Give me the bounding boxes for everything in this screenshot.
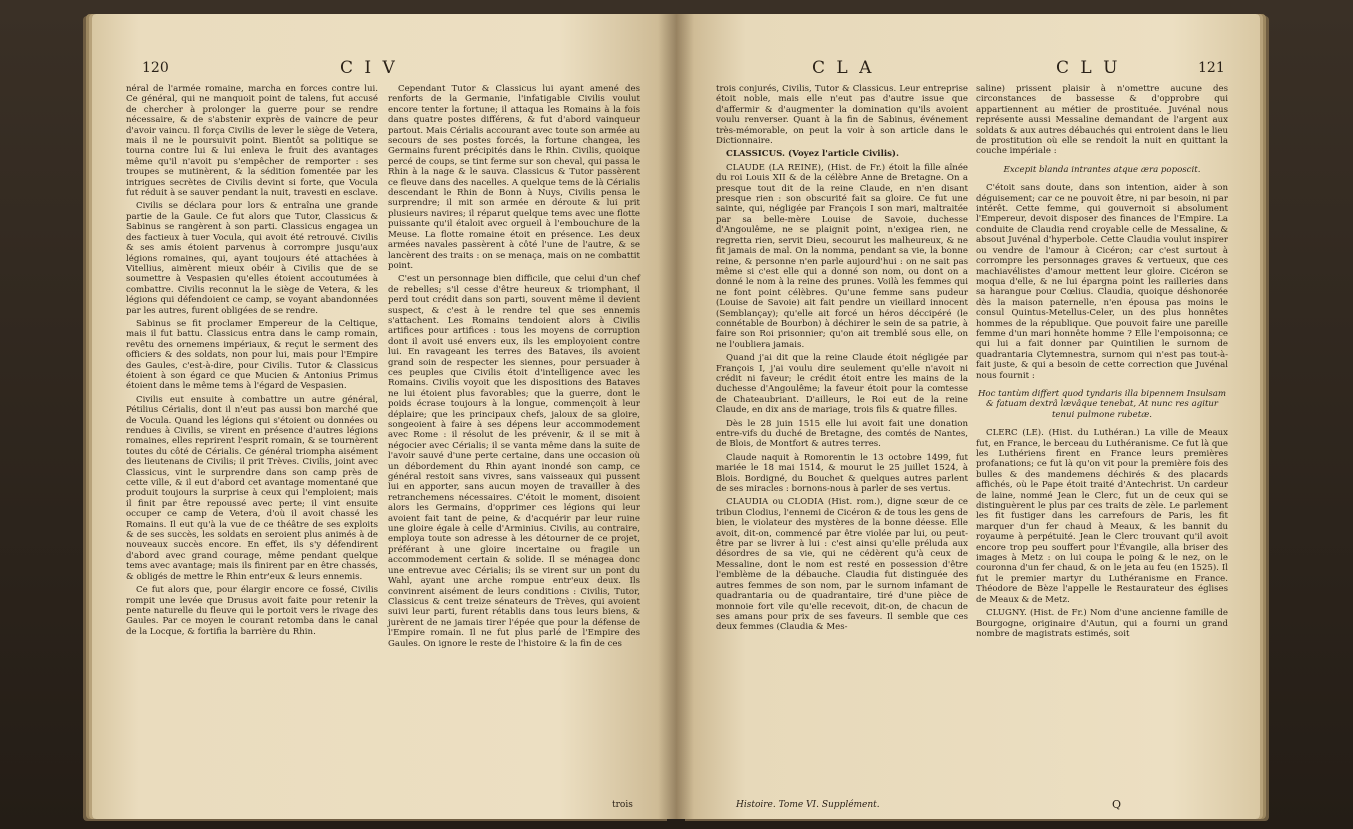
latin-verse: Hoc tantùm differt quod tyndaris illa bipennem Insulsam & fatuam dextrâ lævâque tenebat, At nunc res agitur tenui pulmone rubetæ. <box>977 388 1227 420</box>
paragraph: C'étoit sans doute, dans son intention, aider à son déguisement; car ce ne pouvoit être, ni par besoin, ni par intérêt. Cette femme, qui gouvernoit si absolument l'Empereur, devoit disposer des finances de l'Empire. La conduite de Claudia rend croyable celle de Messaline, & absout Juvénal d'hyperbole. Cette Claudia voulut inspirer ou vendre de l'amour à Cicéron; car c'est surtout à corrompre les personnages graves & vertueux, que ces machiavélistes d'amour mettent leur gloire. Cicéron se moqua d'elle, & ne lui épargna point les railleries dans sa harangue pour Cœlius. Claudia, quoique déshonorée dès la maison paternelle, n'en épousa pas moins le consul Quintus-Metellus-Celer, un des plus honnêtes hommes de la république. Que pouvoit faire une pareille femme d'un mari honnête homme ? Elle l'empoisonna; ce qui lui a fait donner par Quintilien le surnom de quadrantaria Clytemnestra, surnom qui n'est pas tout-à-fait juste, & qui a besoin de cette correction que Juvénal nous fournit : <box>976 183 1228 381</box>
page-number-right: 121 <box>1198 60 1225 76</box>
right-page-column-1 <box>716 84 968 636</box>
paragraph: Claude naquit à Romorentin le 13 octobre 1499, fut mariée le 18 mai 1514, & mourut le 25 juillet 1524, à Blois. Bordigné, du Bouchet & quelques autres parlent de ses miracles : bornons-nous à parler de ses vertus. <box>716 452 968 495</box>
running-head-left: C I V <box>340 58 398 78</box>
paragraph: Civilis eut ensuite à combattre un autre général, Pétilius Cérialis, dont il n'eut pas aussi bon marché que de Vocula. Quand les légions qui s'étoient ou données ou rendues à Civilis, se virent en présence d'autres légions romaines, elles reprirent l'esprit romain, & se tournèrent toutes du côté de Cérialis. Ce général triompha aisément des lieutenans de Civilis; il prit Trèves. Civilis, joint avec Classicus, vint le surprendre dans son camp près de cette ville, & il eut d'abord cet avantage momentané que produit toujours la surprise à ceux qui l'emploient; mais il finit par être repoussé avec perte; il vint ensuite occuper ce camp de Vetera, d'où il avoit chassé les Romains. Il eut qu'à la vue de ce théâtre de ses exploits & de ses succès, les soldats en seroient plus animés à de nouveaux succès encore. En effet, ils s'y défendirent d'abord avec grand courage, même pendant quelque tems avec avantage; mais ils finirent par en être chassés, & obligés de mettre le Rhin entr'eux & leurs ennemis. <box>126 394 378 582</box>
paragraph: néral de l'armée romaine, marcha en forces contre lui. Ce général, qui ne manquoit point de talens, fut accusé de chercher à prolonger la guerre pour se rendre nécessaire, & de s'abstenir exprès de vaincre de peur d'avoir vaincu. Il força Civilis de lever le siège de Vetera, mais il ne le poursuivit point. Bientôt sa politique se tourna contre lui & lui enleva le fruit des avantages même qu'il n'avoit pu s'empêcher de remporter : ses troupes se mutinèrent, & la sédition fomentée par les intrigues secrètes de Civilis devint si forte, que Vocula fut réduit à se sauver pendant la nuit, travesti en esclave. <box>126 84 378 199</box>
paragraph: Sabinus se fit proclamer Empereur de la Celtique, mais il fut battu. Classicus entra dans le camp romain, revêtu des ornemens impériaux, & reçut le serment des officiers & des soldats, non pour lui, mais pour l'Empire des Gaules, c'est-à-dire, pour Civilis. Tutor & Classicus étoient à son égard ce que Mucien & Antonius Primus étoient dans le même tems à l'égard de Vespasien. <box>126 318 378 392</box>
left-page-column-1 <box>126 84 378 640</box>
paragraph: Quand j'ai dit que la reine Claude étoit négligée par François I, j'ai voulu dire seulement qu'elle n'avoit ni crédit ni faveur; le crédit étoit entre les mains de la duchesse d'Angoulême; la faveur étoit pour la comtesse de Chateaubriant. D'ailleurs, le Roi eut de la reine Claude, en dix ans de mariage, trois fils & quatre filles. <box>716 353 968 416</box>
entry-heading: CLASSICUS. (Voyez l'article Civilis). <box>726 149 899 160</box>
paragraph: Civilis se déclara pour lors & entraîna une grande partie de la Gaule. Ce fut alors que Tutor, Classicus & Sabinus se rangèrent à son parti. Classicus engagea un des factieux à tuer Vocula, qui avoit été retrouvé. Civilis & ses amis étoient parvenus à corrompre jusqu'aux légions romaines, qui, ayant toujours été attachées à Vitellius, aimèrent mieux obéir à Civilis que de se soumettre à Vespasien qu'elles étoient accoutumées à combattre. Civilis reconnut la le siège de Vetera, & les légions qui défendoient ce camp, se voyant abandonnées par les autres, furent obligées de se rendre. <box>126 201 378 316</box>
paragraph: Dès le 28 juin 1515 elle lui avoit fait une donation entre-vifs du duché de Bretagne, des comtés de Nantes, de Blois, de Montfort & autres terres. <box>716 418 968 450</box>
page-number-left: 120 <box>142 60 169 76</box>
paragraph: CLERC (LE). (Hist. du Luthéran.) La ville de Meaux fut, en France, le berceau du Luthéranisme. Ce fut là que les Luthériens firent en France leurs premières profanations; ce fut là qu'on vit pour la première fois des bulles & des mandemens déchirés & des placards affichés, où le Pape étoit traité d'Antechrist. Un cardeur de laine, nommé Jean le Clerc, fut un de ceux qui se distinguèrent le plus par ces traits de zèle. Le parlement les fit fustiger dans les carrefours de Paris, les fit marquer d'un fer chaud à Meaux, & les bannit du royaume à perpétuité. Jean le Clerc trouvant qu'il avoit encore trop peu souffert pour l'Évangile, alla briser des images à Metz : on lui coupa le poing & le nez, on le couronna d'un fer chaud, & on le jeta au feu (en 1525). Il fut le premier martyr du Luthéranisme en France. Théodore de Bèze l'appelle le Restaurateur des églises de Meaux & de Metz. <box>976 428 1228 605</box>
left-page <box>92 14 676 819</box>
paragraph: CLUGNY. (Hist. de Fr.) Nom d'une ancienne famille de Bourgogne, originaire d'Autun, qui a fourni un grand nombre de magistrats estimés, soit <box>976 608 1228 639</box>
paragraph: CLAUDIA ou CLODIA (Hist. rom.), digne sœur de ce tribun Clodius, l'ennemi de Cicéron & de tous les gens de bien, le violateur des mystères de la bonne déesse. Elle avoit, dit-on, commencé par être violée par lui, ou peut-être par se livrer à lui : c'est ainsi qu'elle préluda aux désordres de sa vie, qui ne cédèrent qu'à ceux de Messaline, dont le nom est resté en possession d'être l'emblème de la débauche. Claudia fut distinguée des autres femmes de son nom, par le surnom infamant de quadrantaria ou de quadrantaire, tiré d'une pièce de monnoie fort vile qu'elle recevoit, dit-on, de chacun de ses amans pour prix de ses faveurs. Il semble que ces deux femmes (Claudia & Mes- <box>716 497 968 633</box>
open-book <box>92 14 1260 819</box>
paragraph: trois conjurés, Civilis, Tutor & Classicus. Leur entreprise étoit noble, mais elle n'eut pas d'autre issue que d'affermir & d'augmenter la domination qu'ils avoient voulu renverser. Quant à la fin de Sabinus, événement très-mémorable, on peut la voir à son article dans le Dictionnaire. <box>716 84 968 147</box>
left-page-column-2 <box>388 84 640 652</box>
right-page-column-2 <box>976 84 1228 642</box>
running-head-right-2: C L U <box>1056 58 1121 78</box>
paragraph: CLAUDE (LA REINE), (Hist. de Fr.) étoit la fille aînée du roi Louis XII & de la célèbre Anne de Bretagne. On a presque tout dit de la reine Claude, en n'en disant presque rien : son obscurité fait sa gloire. Ce fut une sainte, qui, négligée par François I son mari, maltraitée par sa belle-mère Louise de Savoie, duchesse d'Angoulême, ne se plaignit point, n'exigea rien, ne regretta rien, servit Dieu, secourut les malheureux, & ne fit jamais de mal. On la nomma, pendant sa vie, la bonne reine, & personne n'en parle aujourd'hui : on ne sait pas même si c'est elle qui a donné son nom, ou dont on a donné le nom à la reine des prunes. Voilà les femmes qui ne font point célèbres. Qu'une femme sans pudeur (Louise de Savoie) ait fait pendre un vieillard innocent (Semblançay); qu'elle ait forcé un héros déccipéré (le connétable de Bourbon) à déchirer le sein de sa patrie, à faire son Roi prisonnier; qu'on ait tremblé sous elle, on ne l'oubliera jamais. <box>716 162 968 350</box>
signature-mark: Q <box>1112 798 1122 811</box>
latin-quote: Excepit blanda intrantes atque æra poposcit. <box>1003 164 1201 175</box>
running-head-right-1: C L A <box>812 58 875 78</box>
right-page <box>676 14 1260 819</box>
catchword: trois <box>612 800 633 810</box>
paragraph: Cependant Tutor & Classicus lui ayant amené des renforts de la Germanie, l'infatigable Civilis voulut encore tenter la fortune; il attaqua les Romains à la fois dans quatre postes différens, & fut d'abord vainqueur partout. Mais Cérialis accourant avec toute son armée au secours de ses postes forcés, la fortune changea, les Germains furent précipités dans le Rhin. Civilis, quoique percé de coups, se tint ferme sur son cheval, qui passa le Rhin à la nage & le sauva. Classicus & Tutor passèrent ce fleuve dans des nacelles. A quelque tems de là Cérialis descendant le Rhin de Bonn à Nuys, Civilis pensa le surprendre; il mit son armée en déroute & lui prit plusieurs navires; il réparut quelque tems avec une flotte puissante qu'il étaloit avec orgueil à l'embouchure de la Meuse. La flotte romaine étoit en présence. Les deux armées navales passèrent à côté l'une de l'autre, & se lancèrent des traits : on se menaça, mais on ne combattit point. <box>388 84 640 271</box>
paragraph: saline) prissent plaisir à n'omettre aucune des circonstances de bassesse & d'opprobre qui appartiennent au métier de prostituée. Juvénal nous représente aussi Messaline demandant de l'argent aux soldats & aux autres débauchés qui entroient dans le lieu de prostitution où elle se rendoit la nuit en quittant la couche impériale : <box>976 84 1228 157</box>
paragraph: C'est un personnage bien difficile, que celui d'un chef de rebelles; s'il cesse d'être heureux & triomphant, il perd tout crédit dans son parti, souvent même il devient suspect, & c'est à le rendre tel que ses ennemis s'attachent. Les Romains tendoient alors à Civilis artifices pour artifices : tous les moyens de corruption dont il avoit usé envers eux, ils les employoient contre lui. En ravageant les terres des Bataves, ils avoient grand soin de respecter les siennes, pour persuader à ces peuples que Civilis étoit d'intelligence avec les Romains. Civilis voyoit que les dispositions des Bataves ne lui étoient plus favorables; que la guerre, dont le poids écrase toujours à la longue, commençoit à leur déplaire; que les principaux chefs, jaloux de sa gloire, songeoient à faire à ses dépens leur accommodement avec Rome : il résolut de les prévenir, & il se mit à négocier avec Cérialis; il se vanta même dans la suite de l'avoir sauvé d'une perte certaine, dans une occasion où un débordement du Rhin ayant inondé son camp, ce général restoit sans vivres, sans vaisseaux qui pussent lui en apporter, sans aucun moyen de travailler à des retranchemens nécessaires. C'étoit le moment, disoient alors les Germains, d'opprimer ces légions qui leur avoient fait tant de peine, & d'acquérir par leur ruine une gloire égale à celle d'Arminius. Civilis, au contraire, employa toute son adresse à les détourner de ce projet, préférant à une gloire incertaine ou fragile un accommodement certain & solide. Il se ménagea donc une entrevue avec Cérialis; ils se virent sur un pont du Wahl, ayant une arche rompue entr'eux deux. Ils convinrent aisément de leurs conditions : Civilis, Tutor, Classicus & cent treize sénateurs de Trèves, qui avoient suivi leur parti, furent rétablis dans tous leurs biens, & jurèrent de ne jamais tirer l'épée que pour la défense de l'Empire romain. Il ne fut plus parlé de l'Empire des Gaules. On ignore le reste de l'histoire & la fin de ces <box>388 274 640 649</box>
volume-footer: Histoire. Tome VI. Supplément. <box>736 800 880 810</box>
paragraph: Ce fut alors que, pour élargir encore ce fossé, Civilis rompit une levée que Drusus avoit faite pour retenir la pente naturelle du fleuve qui le portoit vers le rivage des Gaules. Par ce moyen le courant retomba dans le canal de la Locque, & fortifia la barrière du Rhin. <box>126 585 378 637</box>
